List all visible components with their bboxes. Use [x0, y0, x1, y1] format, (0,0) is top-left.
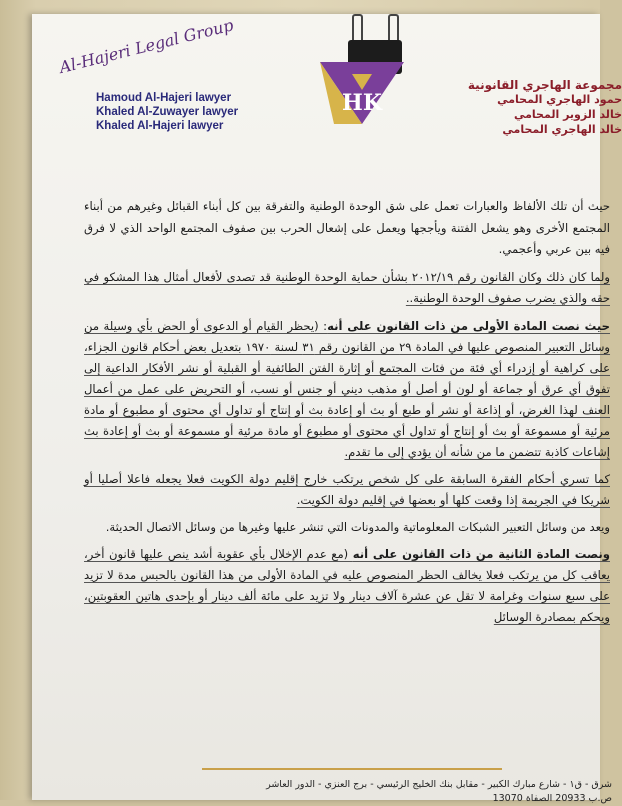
letter-body	[84, 196, 610, 634]
partner-ar-2: خالد الزوير المحامي	[513, 108, 622, 121]
logo-letters: HK	[342, 90, 382, 116]
group-script-title: Al-Hajeri Legal Group	[57, 15, 236, 77]
paragraph-6: ونصت المادة الثانية من ذات القانون على أنه (مع عدم الإخلال بأي عقوبة أشد ينص عليها قانون أخر، يعاقب كل من يرتكب فعلا يخالف الحظر المنصوص عليه في المادة الأولى من هذا القانون بالحبس مدة لا تزيد على سبع سنوات وغرامة لا تقل عن عشرة آلاف دينار ولا تزيد على مائة ألف دينار أو بإحدى هاتين العقوبتين، ويحكم بمصادرة الوسائل	[84, 546, 610, 624]
paragraph-5: ويعد من وسائل التعبير الشبكات المعلوماتية والمدونات التي تنشر عليها وغيرها من وسائل الاتصال الحديثة.	[105, 519, 610, 534]
paragraph-1: حيث أن تلك الألفاظ والعبارات تعمل على شق الوحدة الوطنية والتفرقة بين كل أبناء القبائل وغيرهم من أبناء المجتمع الأخرى وهو يشعل الفتنة ويأججها ويعمل على إشعال الحرب بين صفوف المجتمع الواحد الذي لا فرق فيه بين عربي وأعجمي.	[84, 199, 610, 256]
footer-po-box: ص.ب 20933 الصفاة 13070	[492, 793, 612, 804]
partner-ar-3: خالد الهاجري المحامي	[502, 123, 622, 136]
lawyer-name-2: Khaled Al-Zuwayer lawyer	[96, 106, 239, 118]
footer-address-line: شرق - ق١ - شارع مبارك الكبير - مقابل بنك الخليج الرئيسي - برج العنزي - الدور العاشر	[266, 779, 612, 790]
paragraph-3: حيث نصت المادة الأولى من ذات القانون على أنه: (يحظر القيام أو الدعوى أو الحض بأي وسيلة من وسائل التعبير المنصوص عليها في المادة ٢٩ من القانون رقم ٣١ لسنة ١٩٧٠ بتعديل بعض أحكام قانون الجزاء، على كراهية أو إزدراء أي فئة من فئات المجتمع أو إثارة الفتن الطائفية أو القبلية أو نشر الأفكار الداعية إلى تفوق أي عرق أو جماعة أو لون أو أصل أو مذهب ديني أو جنس أو نسب، أو التحريض على عمل من أعمال العنف لهذا الغرض، أو إذاعة أو نشر أو طبع أو بث أو إعادة بث أو إنتاج أو تداول أي محتوى أو مطبوع أو مادة مرئية أو مسموعة أو بث أو إنتاج أو تداول أي محتوى أو مطبوع أو مادة مرئية أو مسموعة أو بث أو إعادة بث إشاعات كاذبة تتضمن ما من شأنه أن يؤدي إلى ما تقدم.	[84, 318, 611, 459]
english-header	[57, 15, 252, 136]
org-name-ar: مجموعة الهاجري القانونية	[467, 78, 622, 92]
lawyer-name-3: Khaled Al-Hajeri lawyer	[96, 120, 224, 132]
article-lead-in: ونصت المادة الثانية من ذات القانون على أنه	[352, 546, 610, 561]
footer-address	[212, 778, 612, 806]
paragraph-2: ولما كان ذلك وكان القانون رقم ٢٠١٢/١٩ بشأن حماية الوحدة الوطنية قد تصدى لأفعال أمثال هذا المشكو في حقه والذي يضرب صفوف الوحدة الوطنية..	[84, 269, 610, 305]
article-lead-in: حيث نصت المادة الأولى من ذات القانون على أنه	[327, 318, 610, 333]
firm-logo	[312, 58, 412, 126]
partner-ar-1: حمود الهاجري المحامي	[497, 93, 622, 106]
arabic-header	[467, 78, 622, 137]
paragraph-4: كما تسري أحكام الفقرة السابقة على كل شخص يرتكب خارج إقليم دولة الكويت فعلا يجعله فاعلا أصليا أو شريكا في الجريمة إذا وقعت كلها أو بعضها في إقليم دولة الكويت.	[84, 471, 610, 507]
footer-divider	[202, 768, 502, 770]
letterhead-page	[32, 14, 622, 804]
lawyer-name-1: Hamoud Al-Hajeri lawyer	[96, 92, 232, 104]
